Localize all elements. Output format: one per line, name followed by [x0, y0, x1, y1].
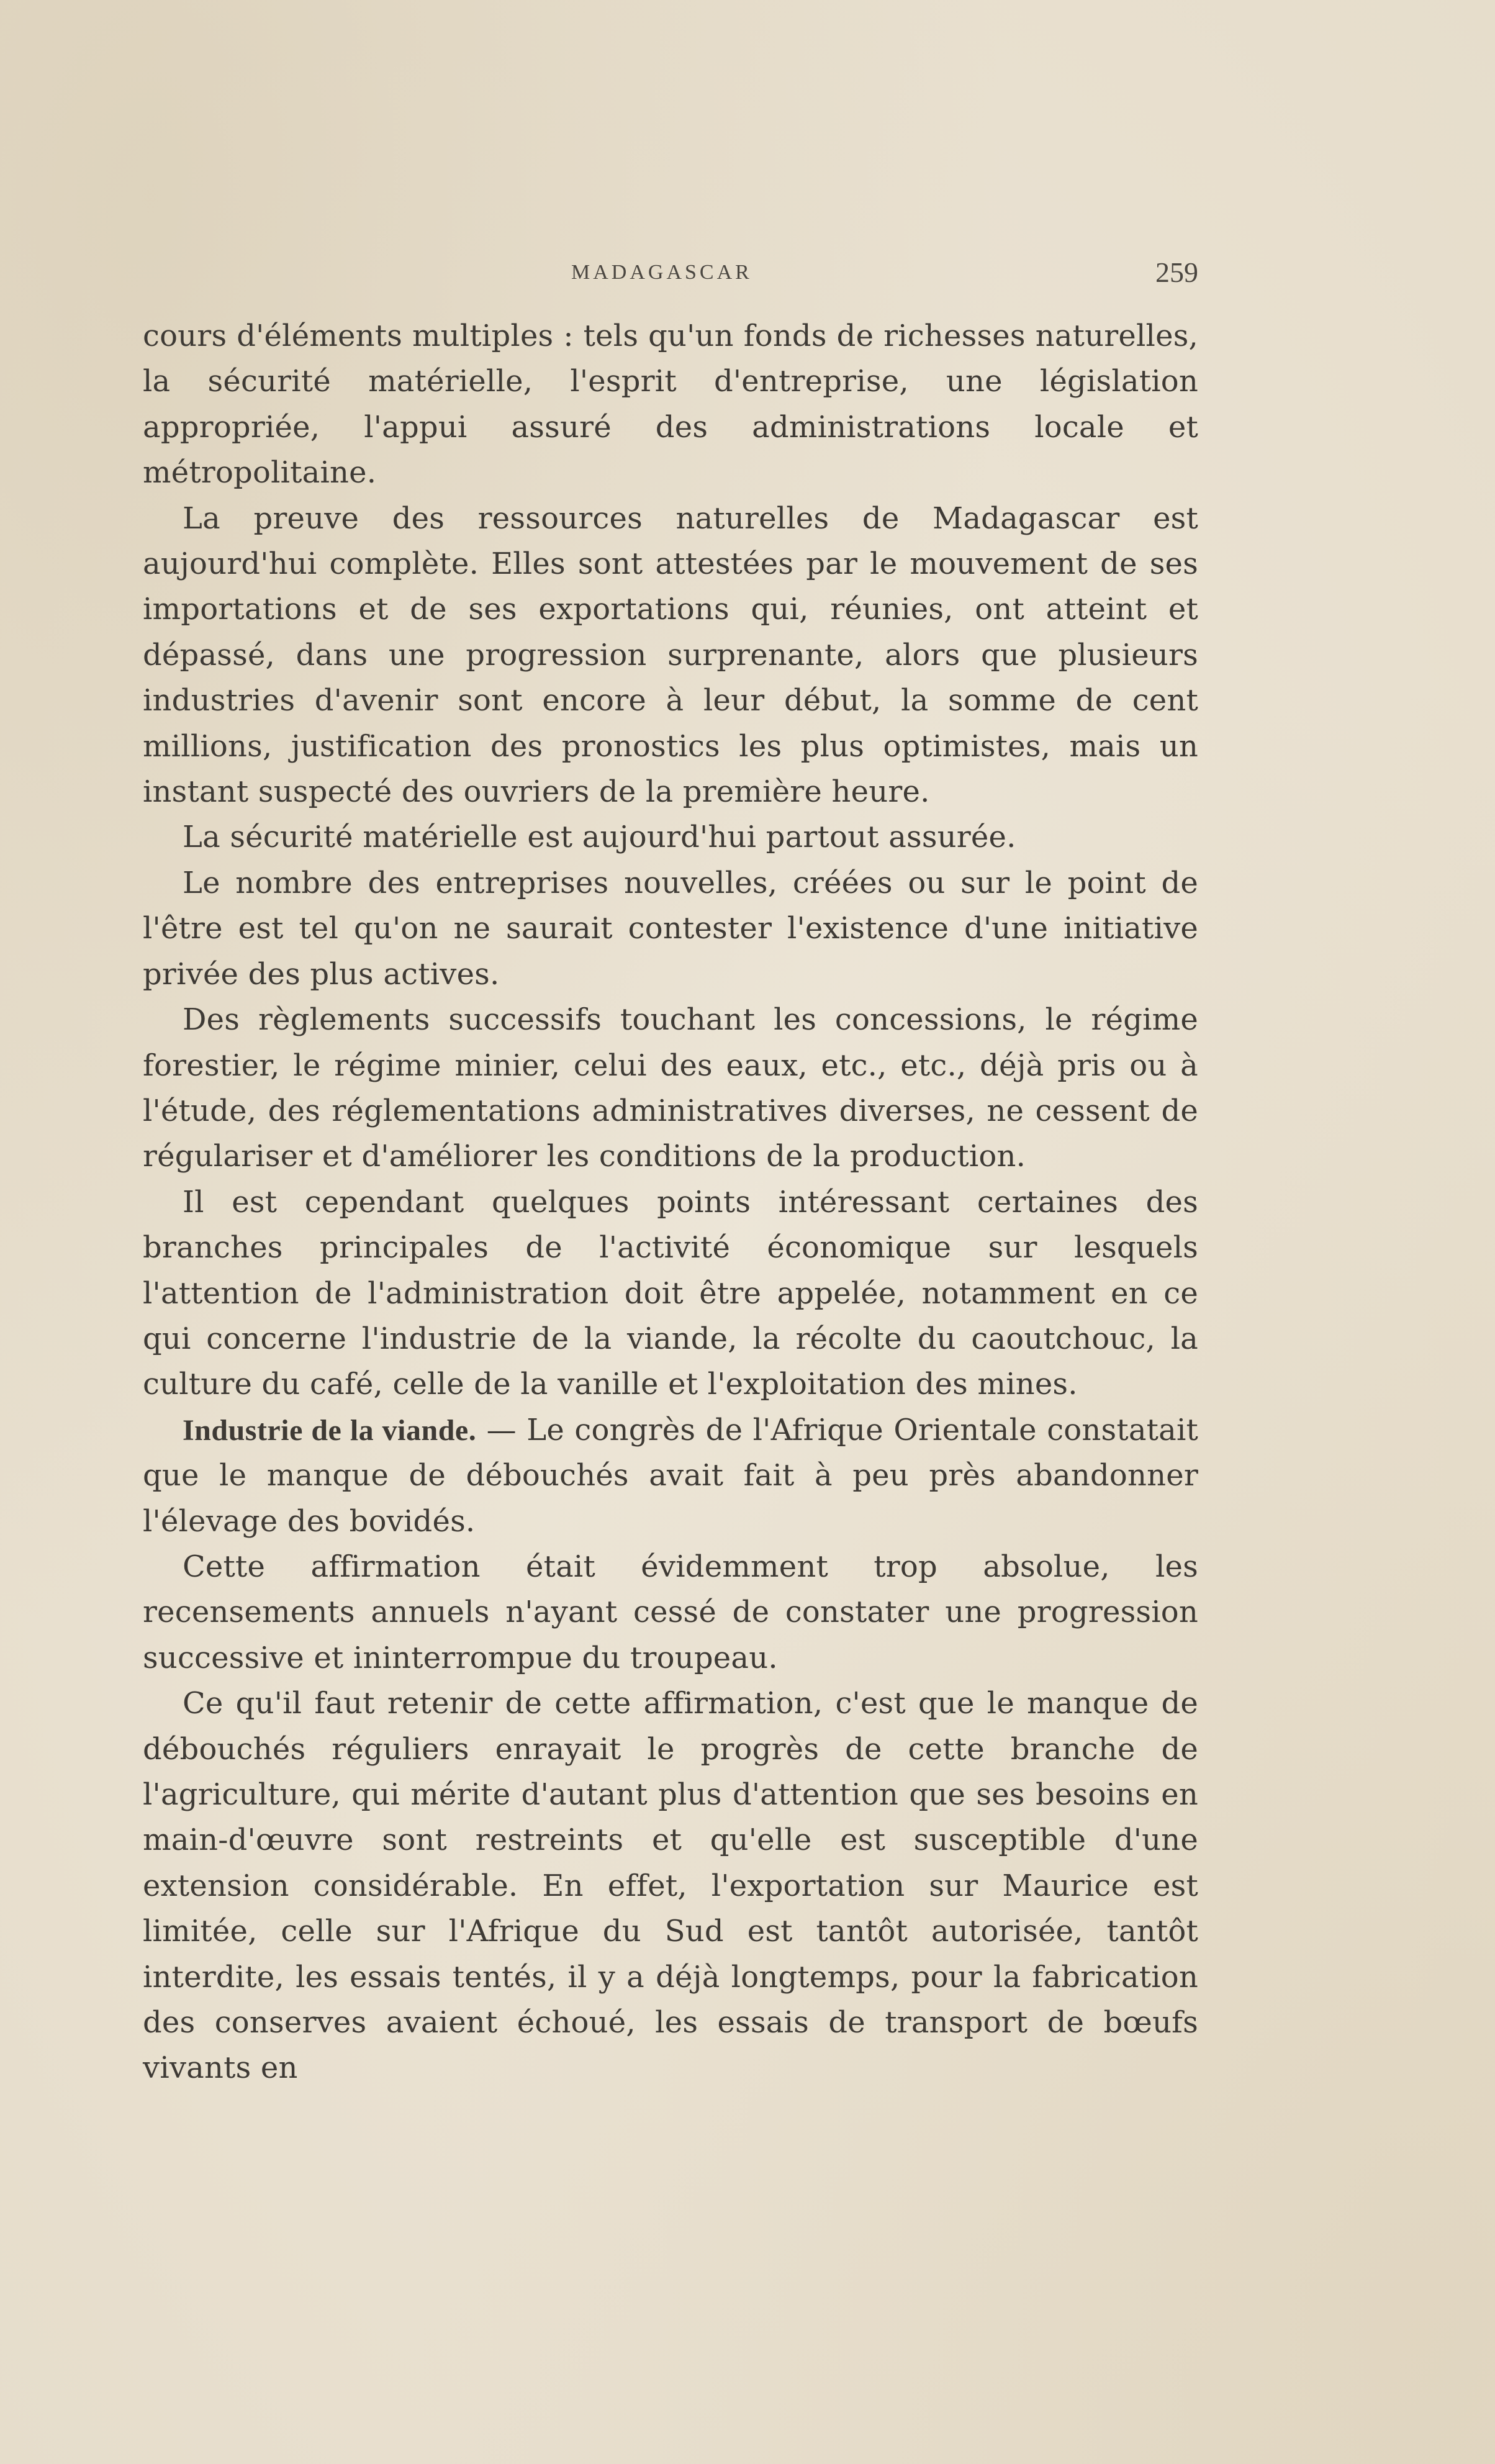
paragraph: Le nombre des entreprises nouvelles, créées ou sur le point de l'être est tel qu'on ne saurait contester l'existence d'une initiative privée des plus actives. [143, 865, 1198, 992]
running-header [143, 256, 1198, 298]
section-paragraph [143, 1408, 1198, 1544]
running-title: MADAGASCAR [571, 261, 752, 284]
body-text [143, 314, 1198, 2091]
page-number: 259 [1155, 256, 1198, 288]
paragraph: Des règlements successifs touchant les concessions, le régime forestier, le régime minier, celui des eaux, etc., etc., déjà pris ou à l'étude, des réglementations administratives diverses, ne cessent de régulariser et d'améliorer les conditions de la production. [143, 1002, 1198, 1174]
section-heading: Industrie de la viande. [183, 1413, 477, 1447]
paragraph: Ce qu'il faut retenir de cette affirmation, c'est que le manque de débouchés réguliers enrayait le progrès de cette branche de l'agriculture, qui mérite d'autant plus d'attention que ses besoins en main-d'œuvre sont restreints et qu'elle est susceptible d'une extension considérable. En effet, l'exportation sur Maurice est limitée, celle sur l'Afrique du Sud est tantôt autorisée, tantôt interdite, les essais tentés, il y a déjà longtemps, pour la fabrication des conserves avaient échoué, les essais de transport de bœufs vivants en [143, 1686, 1198, 2086]
paragraph: La sécurité matérielle est aujourd'hui partout assurée. [183, 820, 1016, 855]
paragraph: Cette affirmation était évidemment trop absolue, les recensements annuels n'ayant cessé de constater une progression successive et ininterrompue du troupeau. [143, 1549, 1198, 1675]
paragraph: Il est cependant quelques points intéressant certaines des branches principales de l'activité économique sur lesquels l'attention de l'administration doit être appelée, notamment en ce qui concerne l'industrie de la viande, la récolte du caoutchouc, la culture du café, celle de la vanille et l'exploitation des mines. [143, 1184, 1198, 1402]
section-paragraph-text: — Le congrès de l'Afrique Orientale constatait que le manque de débouchés avait fait à peu près abandonner l'élevage des bovidés. [143, 1412, 1198, 1539]
paragraph: cours d'éléments multiples : tels qu'un fonds de richesses naturelles, la sécurité matérielle, l'esprit d'entreprise, une législation appropriée, l'appui assuré des administrations locale et métropolitaine. [143, 319, 1198, 491]
paragraph: La preuve des ressources naturelles de Madagascar est aujourd'hui complète. Elles sont attestées par le mouvement de ses importations et de ses exportations qui, réunies, ont atteint et dépassé, dans une progression surprenante, alors que plusieurs industries d'avenir sont encore à leur début, la somme de cent millions, justification des pronostics les plus optimistes, mais un instant suspecté des ouvriers de la première heure. [143, 500, 1198, 810]
